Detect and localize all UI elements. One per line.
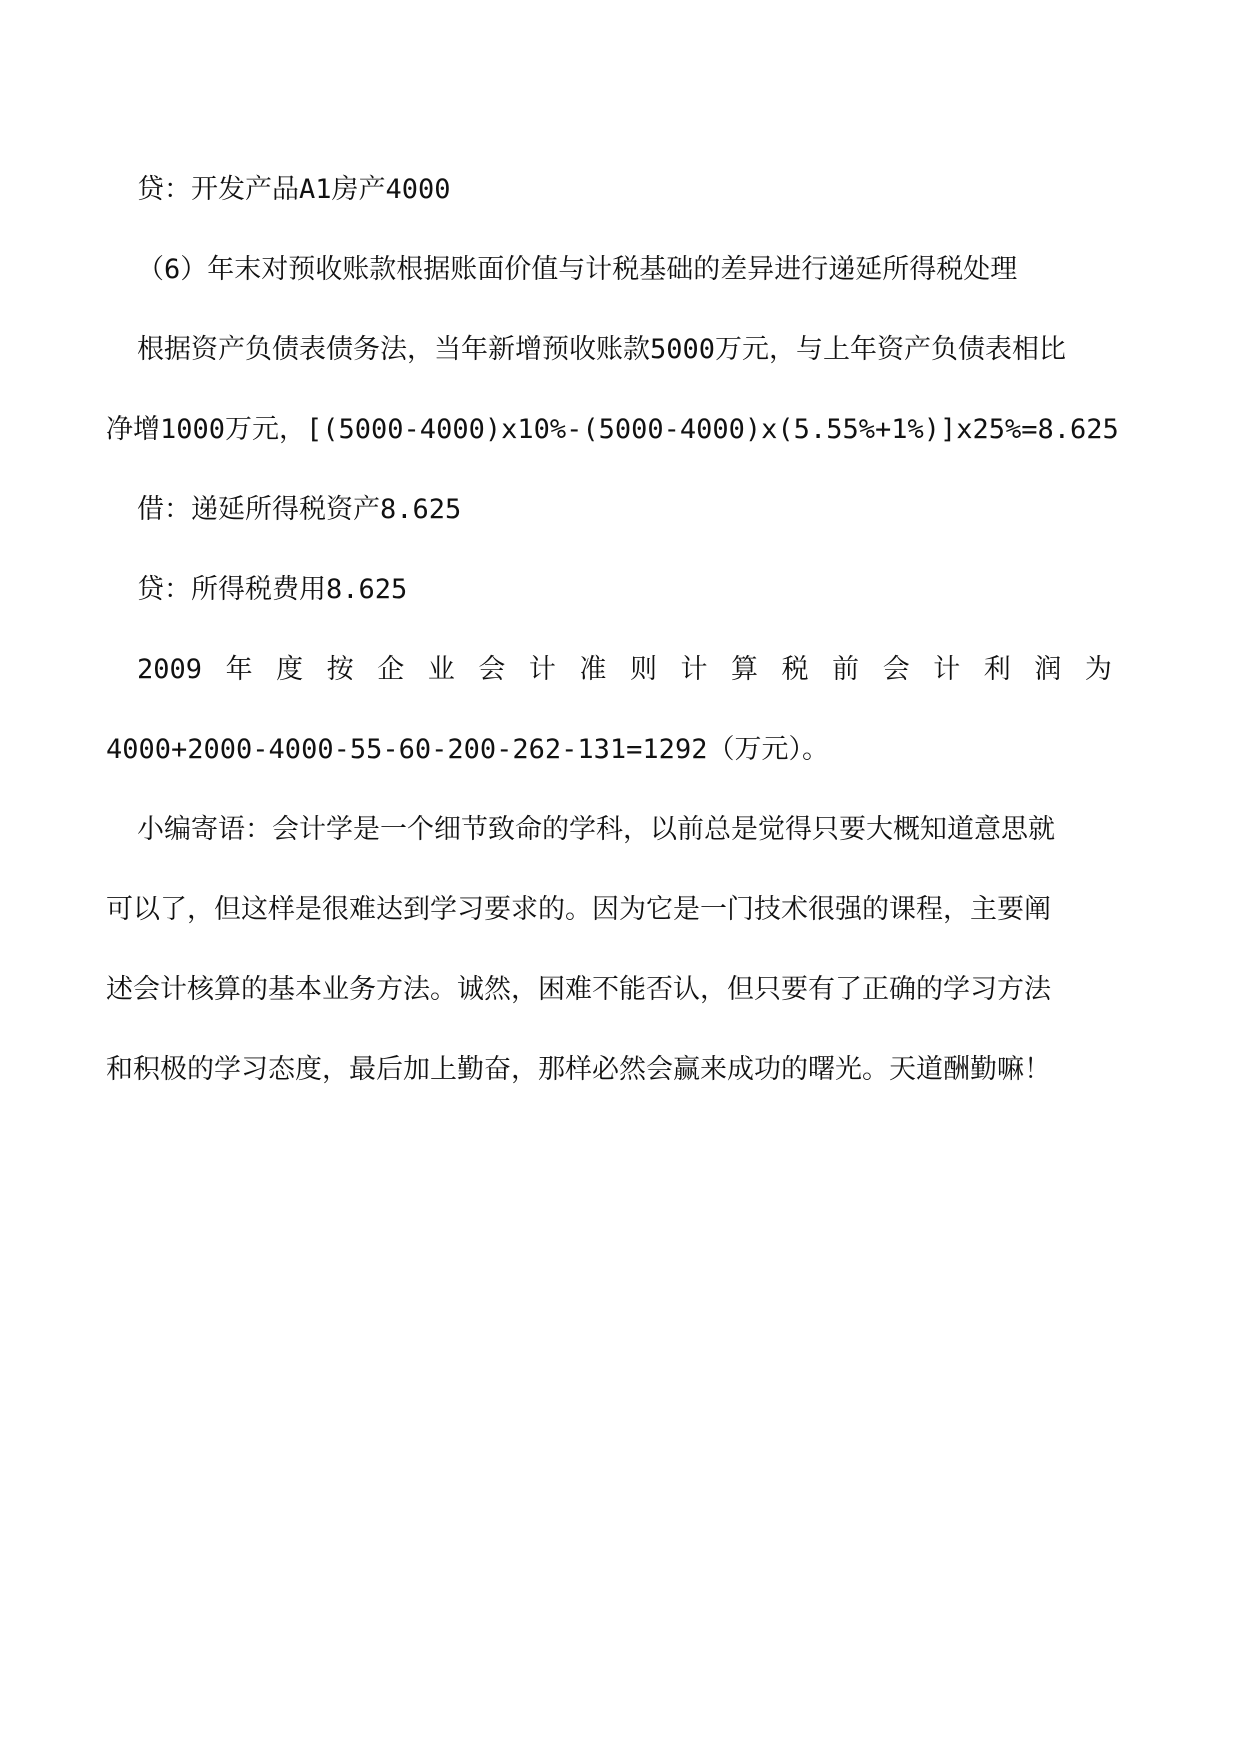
profit-calculation-line: 4000+2000-4000-55-60-200-262-131=1292（万元）。	[106, 734, 829, 765]
word: 年	[225, 654, 253, 685]
editor-note-line: 述会计核算的基本业务方法。诚然，困难不能否认，但只要有了正确的学习方法	[106, 974, 1051, 1005]
word: 润	[1034, 654, 1062, 685]
word: 会	[882, 654, 910, 685]
paragraph-line: 根据资产负债表债务法，当年新增预收账款5000万元，与上年资产负债表相比	[137, 334, 1067, 365]
word: 准	[579, 654, 607, 685]
word: 度	[276, 654, 304, 685]
word: 企	[377, 654, 405, 685]
formula-line: 净增1000万元，[(5000-4000)x10%-(5000-4000)x(5.55%+1%)]x25%=8.625	[106, 414, 1119, 445]
word: 计	[680, 654, 708, 685]
entry-debit-deferred-tax-asset: 借：递延所得税资产8.625	[137, 494, 462, 525]
editor-note-line: 可以了，但这样是很难达到学习要求的。因为它是一门技术很强的课程，主要阐	[106, 894, 1051, 925]
word: 计	[933, 654, 961, 685]
item-6-heading: （6）年末对预收账款根据账面价值与计税基础的差异进行递延所得税处理	[137, 254, 1018, 285]
word: 按	[326, 654, 354, 685]
editor-note-line: 小编寄语：会计学是一个细节致命的学科，以前总是觉得只要大概知道意思就	[137, 814, 1055, 845]
word: 为	[1084, 654, 1112, 685]
entry-credit-income-tax-expense: 贷：所得税费用8.625	[137, 574, 408, 605]
word: 2009	[137, 654, 203, 685]
entry-credit-development-product: 贷：开发产品A1房产4000	[137, 174, 451, 205]
word: 前	[832, 654, 860, 685]
word: 利	[983, 654, 1011, 685]
word: 业	[427, 654, 455, 685]
word: 计	[528, 654, 556, 685]
profit-statement-line	[137, 650, 1112, 690]
word: 税	[781, 654, 809, 685]
editor-note-line: 和积极的学习态度，最后加上勤奋，那样必然会赢来成功的曙光。天道酬勤嘛！	[106, 1054, 1051, 1085]
word: 算	[731, 654, 759, 685]
word: 会	[478, 654, 506, 685]
word: 则	[629, 654, 657, 685]
